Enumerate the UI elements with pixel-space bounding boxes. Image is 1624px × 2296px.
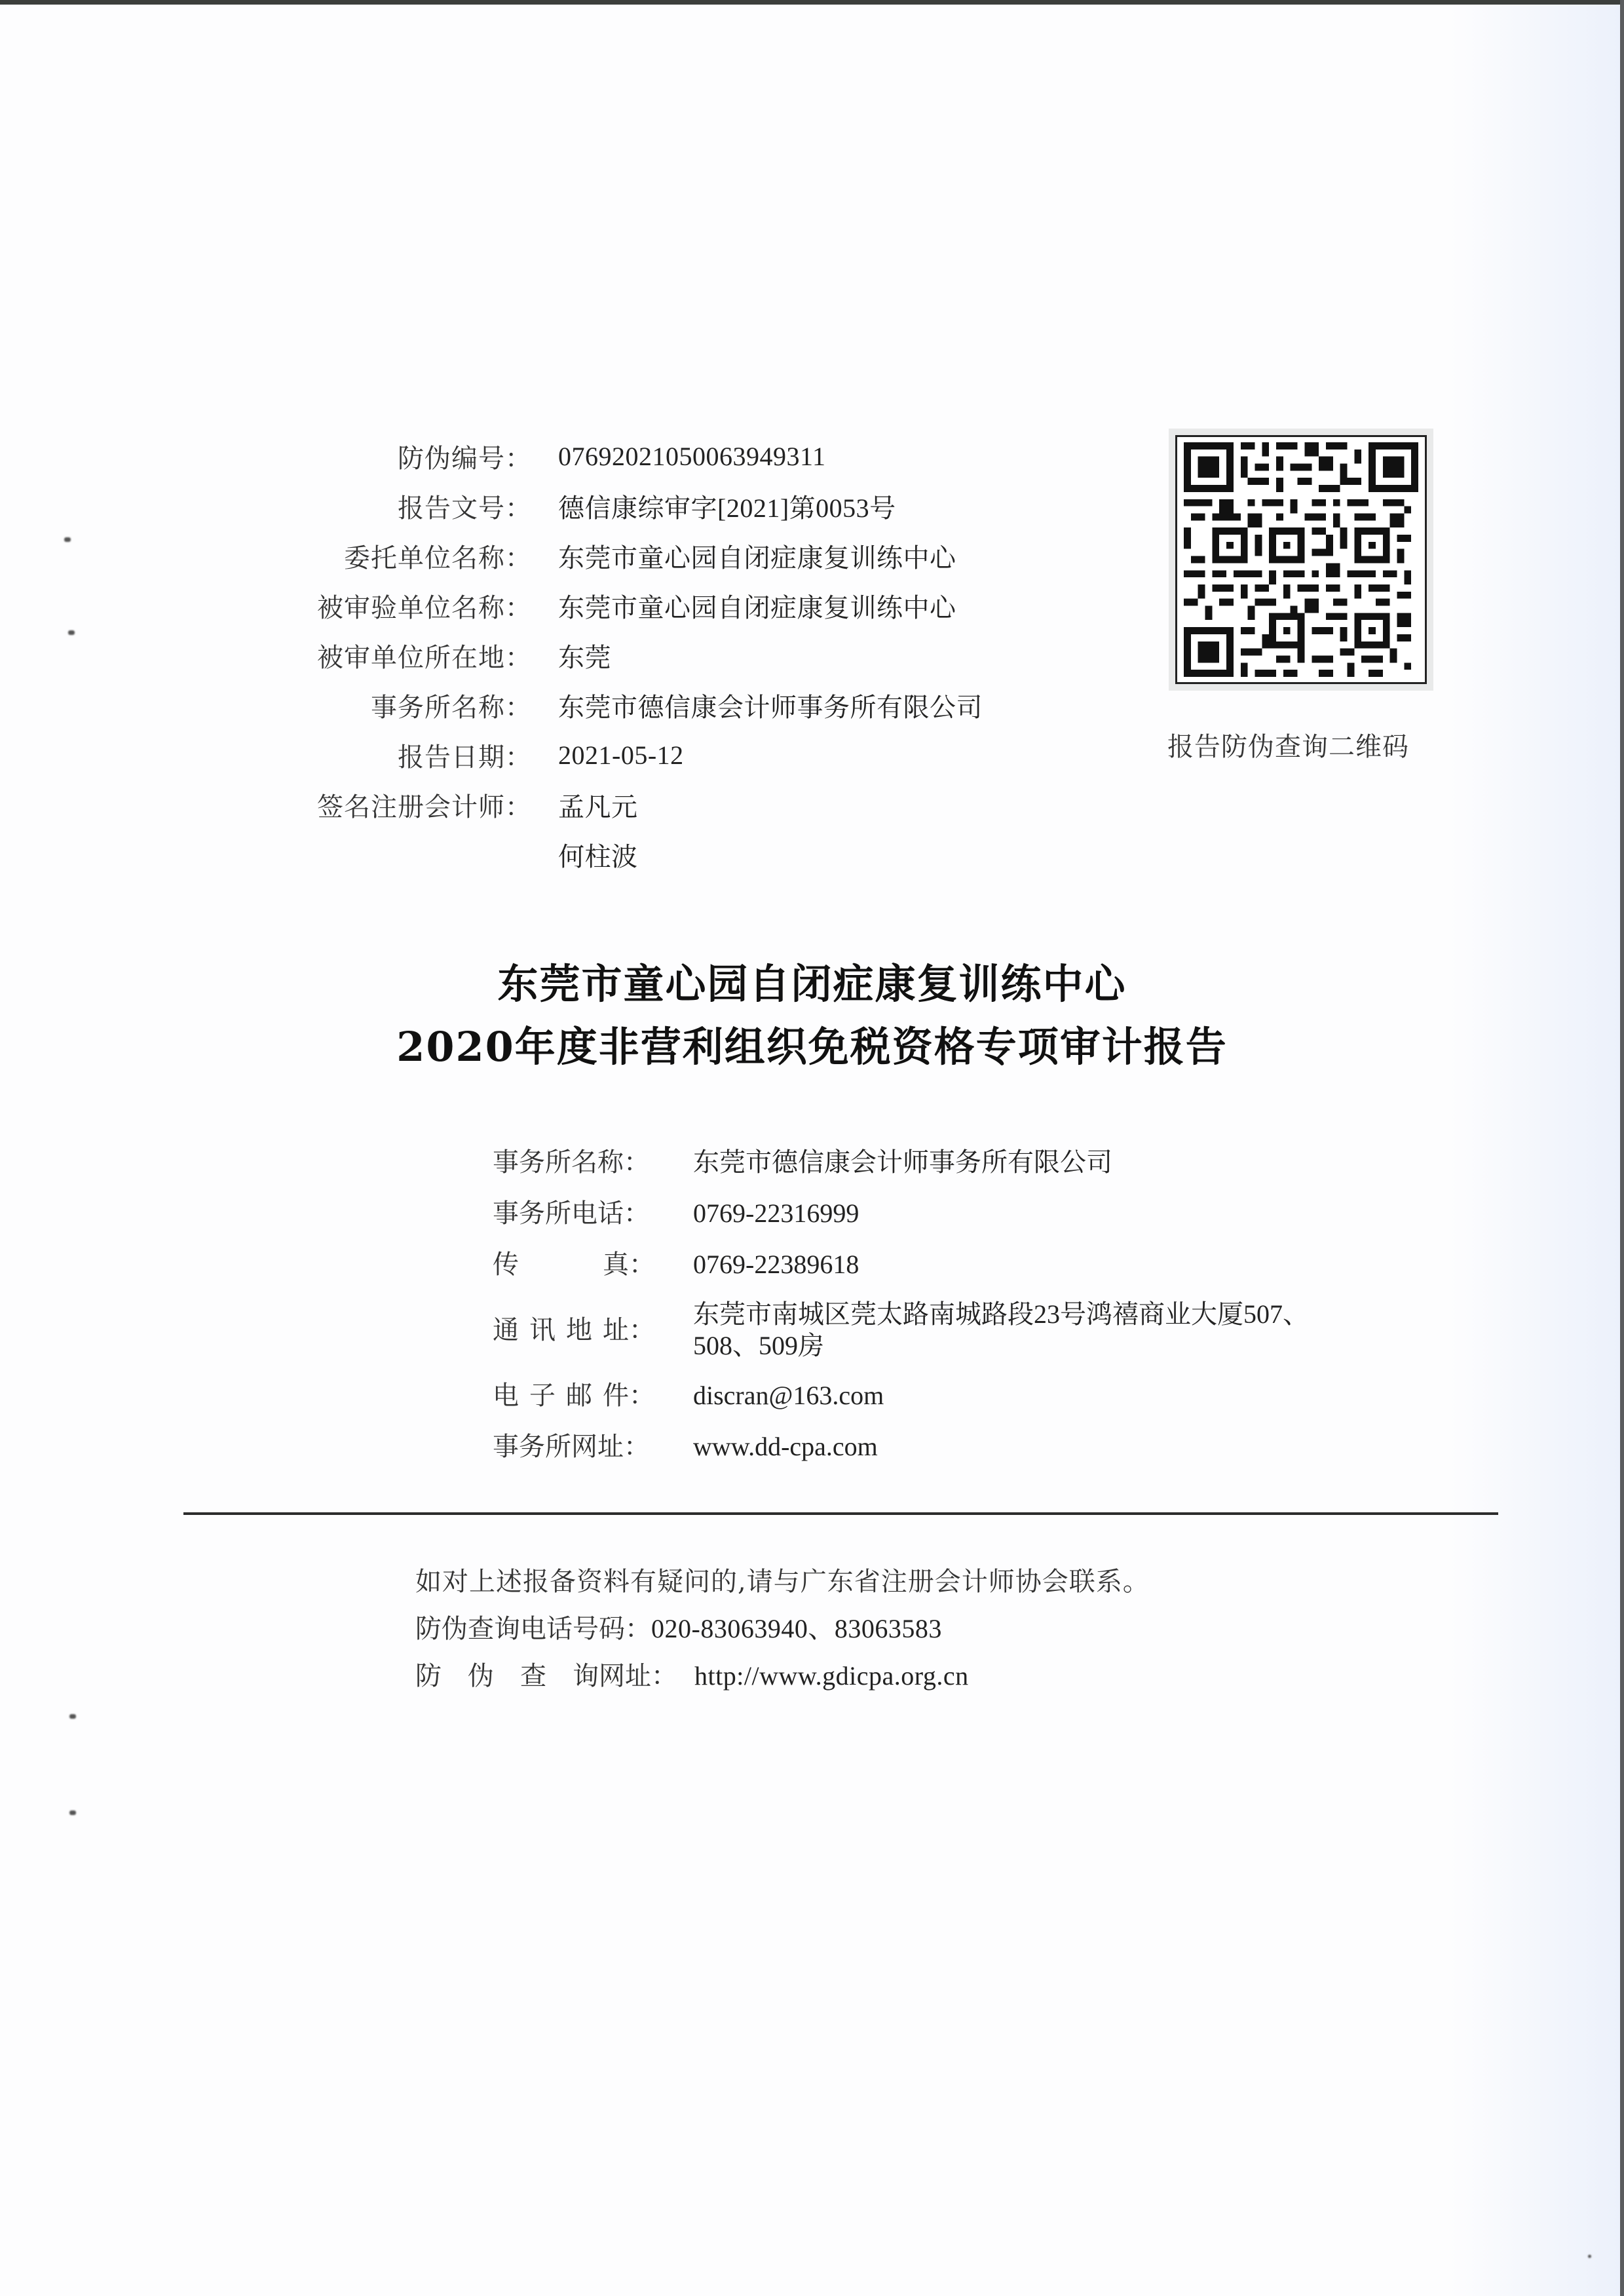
firm-address-label: 通 讯 地 址： <box>493 1315 655 1345</box>
verification-phone-label: 防伪查询电话号码： <box>415 1614 651 1644</box>
scan-speck <box>1588 2255 1591 2258</box>
scan-edge-right <box>1620 0 1624 2296</box>
meta-value: 2021-05-12 <box>558 740 684 770</box>
firm-name-label: 事务所名称： <box>493 1147 650 1177</box>
verification-phone-value: 020-83063940、83063583 <box>651 1614 942 1643</box>
firm-info <box>493 1145 1508 1481</box>
meta-value: 东莞市童心园自闭症康复训练中心 <box>558 543 956 573</box>
meta-row-signing-cpa-2 <box>0 830 1114 879</box>
qr-code <box>1169 429 1433 691</box>
meta-row-report-no <box>0 481 1114 531</box>
firm-address-value <box>693 1299 1309 1362</box>
firm-phone-value: 0769-22316999 <box>693 1198 859 1228</box>
meta-label: 报告日期： <box>398 742 532 773</box>
meta-row-client-name <box>0 531 1114 581</box>
meta-label: 防伪编号： <box>398 443 532 474</box>
meta-value: 东莞市童心园自闭症康复训练中心 <box>558 592 956 622</box>
qr-caption: 报告防伪查询二维码 <box>1167 732 1409 762</box>
firm-fax-label: 传 真： <box>493 1250 655 1280</box>
meta-row-report-date <box>0 730 1114 780</box>
report-title-line-2: 2020年度非营利组织免税资格专项审计报告 <box>396 1023 1228 1071</box>
meta-row-entity-location <box>0 630 1114 680</box>
firm-website-row <box>493 1430 1508 1464</box>
firm-website-label: 事务所网址： <box>493 1432 650 1462</box>
firm-fax-row <box>493 1248 1508 1282</box>
meta-label: 被审单位所在地： <box>317 642 532 673</box>
meta-label: 事务所名称： <box>371 692 532 723</box>
meta-value: 07692021050063949311 <box>558 441 826 471</box>
binding-hole-mark <box>69 1810 76 1815</box>
report-title-line-1: 东莞市童心园自闭症康复训练中心 <box>497 960 1127 1008</box>
firm-website-value: www.dd-cpa.com <box>693 1432 878 1461</box>
meta-value: 孟凡元 <box>558 792 638 822</box>
firm-fax-value: 0769-22389618 <box>693 1250 859 1279</box>
meta-label: 签名注册会计师： <box>317 792 532 822</box>
firm-email-value: discran@163.com <box>693 1381 884 1410</box>
meta-label: 报告文号： <box>398 493 532 524</box>
meta-value: 东莞市德信康会计师事务所有限公司 <box>558 692 983 722</box>
meta-row-firm-name <box>0 680 1114 730</box>
meta-row-signing-cpa <box>0 780 1114 830</box>
address-line-2: 508、509房 <box>693 1331 824 1360</box>
verification-note: 如对上述报备资料有疑问的,请与广东省注册会计师协会联系。 <box>415 1567 1150 1597</box>
qr-code-icon <box>1182 442 1420 677</box>
meta-value: 德信康综审字[2021]第0053号 <box>558 493 896 523</box>
firm-name-value: 东莞市德信康会计师事务所有限公司 <box>693 1147 1112 1177</box>
verification-url-label: 防 伪 查 询网址： <box>415 1661 677 1691</box>
meta-value: 东莞 <box>558 642 611 672</box>
report-metadata <box>0 431 1114 879</box>
firm-email-row <box>493 1379 1508 1413</box>
meta-value: 何柱波 <box>558 841 638 871</box>
meta-row-audited-entity <box>0 581 1114 630</box>
verification-phone-row <box>415 1612 1150 1646</box>
address-line-1: 东莞市南城区莞太路南城路段23号鸿禧商业大厦507、 <box>693 1299 1309 1329</box>
binding-hole-mark <box>69 1714 76 1719</box>
verification-url-value: http://www.gdicpa.org.cn <box>694 1661 969 1691</box>
meta-label: 委托单位名称： <box>344 543 532 573</box>
meta-row-anti-counterfeit-no <box>0 431 1114 481</box>
firm-phone-label: 事务所电话： <box>493 1198 650 1229</box>
firm-phone-row <box>493 1196 1508 1231</box>
meta-label: 被审验单位名称： <box>317 592 532 623</box>
scan-edge-top <box>0 0 1624 5</box>
firm-name-row <box>493 1145 1508 1179</box>
verification-info <box>415 1565 1150 1706</box>
divider <box>183 1512 1498 1515</box>
firm-address-row <box>493 1299 1508 1362</box>
verification-url-row <box>415 1659 1150 1693</box>
firm-email-label: 电 子 邮 件： <box>493 1381 655 1411</box>
